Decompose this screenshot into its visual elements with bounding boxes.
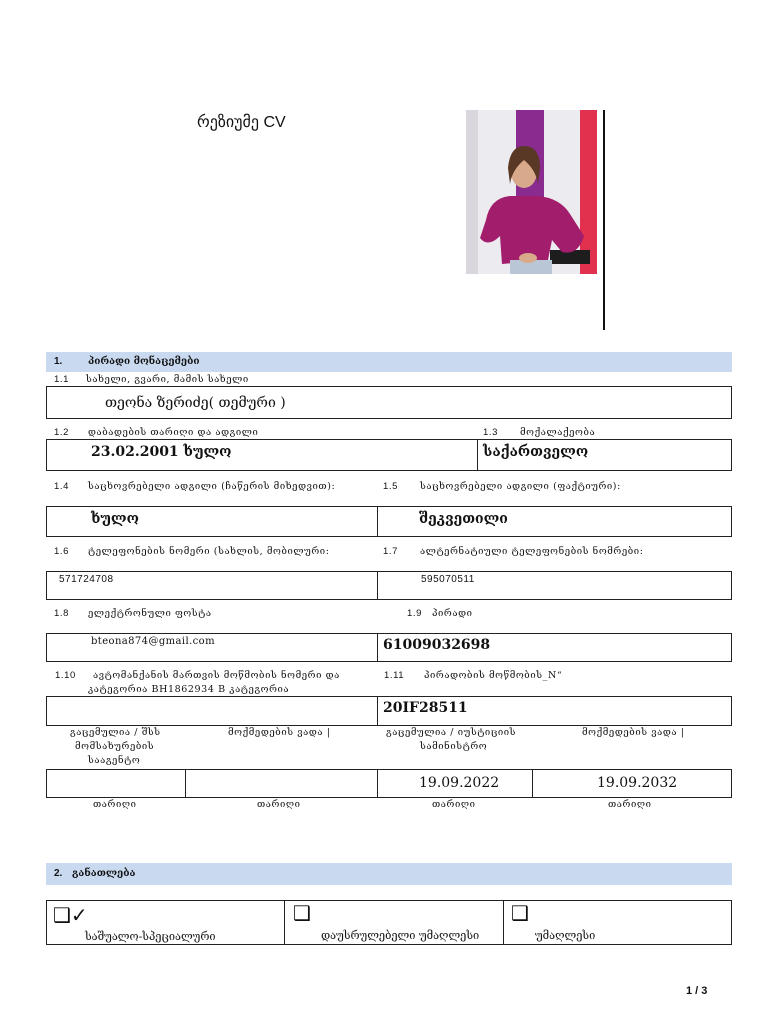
- field-1-6-label: ტელეფონების ნომერი (სახლის, მობილური:: [88, 546, 330, 557]
- email-value: bteona874@gmail.com: [91, 636, 215, 647]
- date-issued-value: 19.09.2022: [419, 775, 500, 791]
- birth-date-place-value: 23.02.2001 ხულო: [91, 444, 232, 460]
- issued-by-left-line2: მომსახურების: [75, 741, 155, 752]
- validity-left-label: მოქმედების ვადა |: [228, 727, 331, 738]
- field-1-5-label: საცხოვრებელი ადგილი (ფაქტიური):: [420, 481, 621, 492]
- field-1-7-label: ალტერნატიული ტელეფონების ნომრები:: [420, 546, 644, 557]
- field-1-6-1-7-box: [46, 571, 732, 600]
- issued-by-left-line1: გაცემულია / შსს: [70, 727, 161, 738]
- field-1-8-number: 1.8: [54, 608, 70, 619]
- photo-divider: [603, 110, 605, 330]
- field-1-10-number: 1.10: [55, 670, 76, 681]
- field-1-10-label-line1: ავტომანქანის მართვის მოწმობის ნომერი და: [93, 670, 340, 681]
- option-3-label: უმაღლესი: [535, 929, 596, 942]
- profile-photo: [466, 110, 597, 274]
- id-card-number-value: 20IF28511: [383, 700, 468, 716]
- date-label-3: თარიღი: [432, 799, 476, 810]
- field-1-8-1-9-box: [46, 633, 732, 662]
- field-1-9-label: პირადი: [432, 608, 473, 619]
- option-2-label: დაუსრულებელი უმაღლესი: [321, 929, 480, 942]
- field-1-2-number: 1.2: [54, 427, 70, 438]
- issued-by-right-line1: გაცემულია / იუსტიციის: [386, 727, 517, 738]
- dates-box: [46, 769, 732, 798]
- field-1-6-number: 1.6: [54, 546, 70, 557]
- field-1-4-1-5-box: [46, 506, 732, 537]
- option-1-label: საშუალო-სპეციალური: [85, 930, 216, 943]
- page-number: 1 / 3: [686, 985, 708, 997]
- full-name-value: თეონა ზერიძე( თემური ): [105, 395, 286, 411]
- actual-address-value: შეკვეთილი: [419, 511, 508, 527]
- issued-by-right-line2: სამინისტრო: [420, 741, 488, 752]
- field-1-1-number: 1.1: [54, 374, 70, 385]
- field-1-4-label: საცხოვრებელი ადგილი (ჩაწერის მიხედვით):: [88, 481, 336, 492]
- field-1-4-number: 1.4: [54, 481, 70, 492]
- field-1-5-number: 1.5: [383, 481, 399, 492]
- field-1-11-number: 1.11: [384, 670, 405, 681]
- registered-address-value: ხულო: [91, 511, 139, 527]
- field-1-3-number: 1.3: [483, 427, 499, 438]
- field-1-7-number: 1.7: [383, 546, 399, 557]
- date-label-1: თარიღი: [93, 799, 137, 810]
- option-2-checkbox-icon[interactable]: ❑: [293, 901, 311, 925]
- issued-by-left-line3: სააგენტო: [88, 755, 141, 766]
- page-title: რეზიუმე CV: [197, 114, 286, 131]
- section-1-header: [46, 352, 732, 372]
- field-1-2-label: დაბადების თარიღი და ადგილი: [88, 427, 259, 438]
- field-1-11-label: პირადობის მოწმობის_N“: [424, 670, 563, 681]
- section-2-header: [46, 863, 732, 885]
- option-3-checkbox-icon[interactable]: ❑: [511, 901, 529, 925]
- profile-photo-illustration: [466, 110, 597, 274]
- date-valid-value: 19.09.2032: [597, 775, 678, 791]
- alt-phone-value: 595070511: [421, 574, 475, 585]
- validity-right-label: მოქმედების ვადა |: [582, 727, 685, 738]
- date-label-4: თარიღი: [608, 799, 652, 810]
- field-1-1-label: სახელი, გვარი, მამის სახელი: [86, 374, 249, 385]
- field-1-3-label: მოქალაქეობა: [520, 427, 596, 438]
- field-1-10-label-line2: კატეგორია BH1862934 B კატეგორია: [88, 684, 290, 695]
- field-1-2-1-3-box: [46, 439, 732, 471]
- field-1-8-label: ელექტრონული ფოსტა: [88, 608, 212, 619]
- citizenship-value: საქართველო: [483, 444, 589, 460]
- date-label-2: თარიღი: [257, 799, 301, 810]
- option-1-checkbox-icon[interactable]: ❑✓: [53, 903, 88, 927]
- section-2-number: 2.: [54, 868, 63, 879]
- section-1-number: 1.: [54, 356, 63, 367]
- field-1-10-1-11-box: [46, 696, 732, 726]
- phone-value: 571724708: [59, 574, 114, 585]
- section-2-title: განათლება: [72, 868, 136, 879]
- education-options-box: [46, 900, 732, 945]
- field-1-1-box: [46, 386, 732, 419]
- personal-number-value: 61009032698: [383, 637, 491, 653]
- section-1-title: პირადი მონაცემები: [88, 356, 200, 367]
- field-1-9-number: 1.9: [407, 608, 423, 619]
